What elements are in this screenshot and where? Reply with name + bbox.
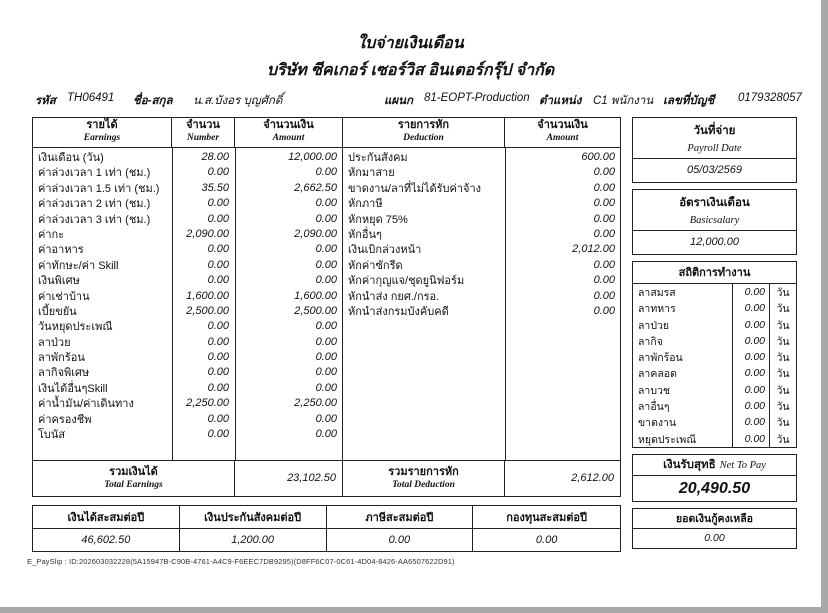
account-number: 0179328057 [738,92,802,104]
deduction-amount: 0.00 [593,197,615,210]
earning-number: 0.00 [207,381,229,394]
total-earnings-label: รวมเงินได้ Total Earnings [33,461,235,496]
deduction-label: หักอื่นๆ [348,228,382,241]
deduction-label: หักมาสาย [348,167,395,180]
earning-label: ค่าล่วงเวลา 1 เท่า (ชม.) [38,167,151,180]
work-stat-row [633,431,796,447]
earning-label: ลาพักร้อน [38,352,85,365]
deduction-amount: 2,012.00 [572,243,615,256]
deduction-row [343,240,621,255]
earning-amount: 0.00 [315,166,337,179]
earning-row [33,210,342,225]
side-panel [632,117,797,555]
column-divider [172,148,173,460]
earning-number: 35.50 [201,181,229,194]
work-stat-unit: วัน [776,287,790,299]
earning-amount: 0.00 [315,320,337,333]
earning-label: เงินพิเศษ [38,275,80,288]
deduction-amount: 0.00 [593,304,615,317]
earning-amount: 0.00 [315,243,337,256]
work-stat-value: 0.00 [732,317,770,334]
earning-row [33,163,342,178]
deduction-row [343,271,621,286]
payroll-date-value: 05/03/2569 [686,164,743,176]
deduction-row [343,225,621,240]
deduction-amount-header: จำนวนเงิน Amount [537,119,588,143]
earning-amount: 2,662.50 [294,181,337,194]
earning-row [33,302,342,317]
total-deduction-value: 2,612.00 [571,472,614,484]
employee-code: TH06491 [67,92,115,104]
earning-number: 0.00 [207,258,229,271]
earning-label: เงินได้อื่นๆSkill [38,382,108,395]
company-name: บริษัท ซีคเกอร์ เซอร์วิส อินเตอร์กรุ๊ป จำกัด [266,62,555,79]
work-stat-value: 0.00 [732,398,770,415]
work-stat-value: 0.00 [732,431,770,448]
ytd-header-row [33,506,620,529]
earning-row [33,333,342,348]
deduction-label: หักนำส่ง กยศ./กรอ. [348,290,440,303]
deduction-amount: 600.00 [581,151,615,163]
earning-amount: 2,250.00 [294,397,337,410]
earning-number: 0.00 [207,243,229,256]
earning-number: 0.00 [207,351,229,364]
account-label: เลขที่บัญชี [663,95,715,107]
earning-amount: 1,600.00 [294,289,337,302]
work-stat-row [633,398,796,414]
earning-label: ลากิจพิเศษ [38,367,90,380]
work-stat-value: 0.00 [732,300,770,317]
earning-amount: 0.00 [315,274,337,287]
ytd-column-label: ภาษีสะสมต่อปี [327,506,474,528]
earning-row [33,194,342,209]
earning-amount: 0.00 [315,366,337,379]
work-stat-label: ขาดงาน [638,417,677,430]
earning-number: 0.00 [207,366,229,379]
deduction-row [343,287,621,302]
ytd-column-value: 0.00 [327,529,474,551]
earning-label: ค่าล่วงเวลา 3 เท่า (ชม.) [38,213,151,226]
earning-number: 0.00 [207,212,229,225]
earning-label: ลาป่วย [38,336,71,349]
ytd-summary-table [32,505,621,552]
employee-info-row [0,92,821,110]
earning-label: ค่าทักษะ/ค่า Skill [38,259,119,272]
earning-amount: 0.00 [315,335,337,348]
earning-amount: 0.00 [315,197,337,210]
ytd-value-row [33,529,620,551]
total-earnings-value: 23,102.50 [235,461,343,496]
position: C1 พนักงาน [593,95,654,107]
deduction-amount: 0.00 [593,258,615,271]
deduction-amount: 0.00 [593,166,615,179]
earning-amount: 0.00 [315,258,337,271]
deduction-header: รายการหัก Deduction [343,118,505,147]
earning-amount: 0.00 [315,351,337,364]
totals-row [33,460,620,496]
earnings-amount-header: จำนวนเงิน Amount [235,118,343,147]
earning-number: 28.00 [201,151,229,163]
deduction-label: หักนำส่งกรมบังคับคดี [348,305,449,318]
work-stat-row [633,365,796,381]
earning-amount: 0.00 [315,381,337,394]
work-statistics-box [632,261,797,448]
deduction-row [343,163,621,178]
earning-amount: 0.00 [315,212,337,225]
work-stat-label: ลาอื่นๆ [638,401,670,414]
earning-row [33,179,342,194]
work-statistics-rows [633,284,796,447]
earning-number: 0.00 [207,412,229,425]
deduction-amount: 0.00 [593,212,615,225]
column-divider [505,148,506,460]
earning-row [33,348,342,363]
earning-row [33,256,342,271]
table-header [33,118,620,148]
deduction-amount: 0.00 [593,227,615,240]
payroll-date-title: วันที่จ่าย [693,125,736,137]
deduction-label: หักหยุด 75% [348,213,408,226]
earnings-rows [33,148,343,460]
column-divider [235,148,236,460]
earning-row [33,225,342,240]
deduction-label: หักภาษี [348,198,383,211]
earning-amount: 2,090.00 [294,227,337,240]
deduction-label: หักค่ากุญแจ/ชุดยูนิฟอร์ม [348,275,465,288]
deduction-label: เงินเบิกล่วงหน้า [348,244,422,257]
earning-number: 0.00 [207,197,229,210]
net-to-pay-box [632,454,797,502]
loan-balance-value: 0.00 [704,532,725,544]
earning-label: ค่าเช่าบ้าน [38,290,90,303]
work-stat-label: หยุดประเพณี [638,433,697,446]
work-stat-unit: วัน [776,384,790,397]
net-to-pay-title: เงินรับสุทธิ [663,459,716,471]
work-stat-value: 0.00 [732,284,770,301]
earning-amount: 0.00 [315,412,337,425]
work-stat-unit: วัน [776,417,790,430]
earning-row [33,148,342,163]
deduction-label: หักค่าซักรีด [348,259,403,272]
earning-row [33,287,342,302]
work-stat-value: 0.00 [732,382,770,399]
number-header: จำนวน Number [172,118,235,147]
ytd-column-label: เงินได้สะสมต่อปี [33,506,180,528]
department: 81-EOPT-Production [424,92,530,104]
basic-salary-title: อัตราเงินเดือน [679,197,750,209]
earning-row [33,425,342,440]
deduction-row [343,148,621,163]
employee-name: น.ส.บังอร บุญศักดิ์ [193,95,283,107]
work-stat-value: 0.00 [732,414,770,431]
deduction-amount: 0.00 [593,181,615,194]
deduction-row [343,302,621,317]
deduction-amount: 0.00 [593,289,615,302]
earning-number: 2,500.00 [186,304,229,317]
basic-salary-subtitle: Basicsalary [689,215,740,226]
work-stat-row [633,349,796,365]
work-stat-unit: วัน [776,335,790,348]
work-stat-label: ลาบวช [638,384,671,397]
ytd-column-label: กองทุนสะสมต่อปี [506,512,587,524]
earnings-header: รายได้ Earnings [33,118,172,147]
earning-amount: 2,500.00 [294,304,337,317]
work-stat-label: ลาทหาร [638,303,676,316]
eslip-id-footer: E_PaySlip : ID:202603032228(5A15947B-C90B-4761-A4C9-F6EEC7DB9295)(D8FF6C07-0C61-4D04-8426-AA6507622D91) [27,557,455,566]
deduction-row [343,179,621,194]
work-stat-label: ลาป่วย [638,319,670,332]
earning-label: ค่าครองชีพ [38,413,92,426]
deduction-amount: 0.00 [593,274,615,287]
basic-salary-box [632,189,797,255]
total-deduction-label: รวมรายการหัก Total Deduction [343,461,505,496]
earning-label: ค่าน้ำมัน/ค่าเดินทาง [38,398,134,411]
earning-number: 0.00 [207,320,229,333]
earning-amount: 12,000.00 [288,151,337,163]
net-to-pay-subtitle: Net To Pay [719,459,766,471]
ytd-column-value: 1,200.00 [180,529,327,551]
ytd-column-value: 0.00 [535,534,558,546]
table-body [33,148,620,460]
work-stat-row [633,284,796,300]
ytd-column-label: เงินประกันสังคมต่อปี [180,506,327,528]
earning-amount: 0.00 [315,428,337,441]
loan-balance-box [632,508,797,549]
deduction-rows [343,148,621,460]
work-stat-unit: วัน [776,433,790,446]
payroll-date-box [632,117,797,183]
earning-label: ค่าล่วงเวลา 1.5 เท่า (ชม.) [38,182,160,195]
earning-number: 1,600.00 [186,289,229,302]
earning-label: เบี้ยขยัน [38,305,77,318]
work-stat-row [633,300,796,316]
position-label: ตำแหน่ง [539,95,582,107]
earning-label: ค่าอาหาร [38,244,84,257]
ytd-column-value: 46,602.50 [33,529,180,551]
work-stat-row [633,333,796,349]
basic-salary-value: 12,000.00 [690,236,739,248]
earning-number: 2,250.00 [186,397,229,410]
work-stat-unit: วัน [776,352,790,365]
work-stat-row [633,414,796,430]
deduction-row [343,256,621,271]
work-stat-label: ลาพักร้อน [638,352,683,365]
net-to-pay-value: 20,490.50 [678,480,751,497]
work-stat-row [633,317,796,333]
work-stat-label: ลาคลอด [638,368,677,381]
earning-number: 0.00 [207,274,229,287]
earning-row [33,363,342,378]
department-label: แผนก [384,95,413,107]
earning-row [33,240,342,255]
earning-label: ค่ากะ [38,228,65,241]
earning-row [33,379,342,394]
earning-label: เงินเดือน (วัน) [38,152,104,164]
payroll-date-subtitle: Payroll Date [687,143,742,154]
employee-code-label: รหัส [35,95,56,107]
work-stat-value: 0.00 [732,333,770,350]
work-stat-value: 0.00 [732,365,770,382]
work-stat-unit: วัน [776,303,790,316]
work-stat-label: ลาสมรส [638,287,676,299]
earnings-deductions-table [32,117,621,497]
deduction-label: ขาดงาน/ลาที่ไม่ได้รับค่าจ้าง [348,182,482,195]
earning-label: ค่าล่วงเวลา 2 เท่า (ชม.) [38,198,151,211]
earning-label: วันหยุดประเพณี [38,321,113,334]
deduction-row [343,210,621,225]
work-stat-unit: วัน [776,368,790,381]
earning-number: 2,090.00 [186,227,229,240]
earning-row [33,271,342,286]
work-stat-value: 0.00 [732,349,770,366]
deduction-row [343,194,621,209]
work-statistics-title: สถิติการทำงาน [633,262,796,284]
loan-balance-title: ยอดเงินกู้คงเหลือ [633,509,796,529]
earning-number: 0.00 [207,166,229,179]
page-title: ใบจ่ายเงินเดือน [357,35,464,52]
earning-row [33,317,342,332]
work-stat-label: ลากิจ [638,335,663,348]
work-stat-unit: วัน [776,319,790,332]
earning-row [33,410,342,425]
earning-number: 0.00 [207,335,229,348]
deduction-label: ประกันสังคม [348,152,408,164]
earning-label: โบนัส [38,429,66,442]
work-stat-row [633,382,796,398]
earning-row [33,394,342,409]
work-stat-unit: วัน [776,401,790,414]
earning-number: 0.00 [207,428,229,441]
employee-name-label: ชื่อ-สกุล [133,95,173,107]
